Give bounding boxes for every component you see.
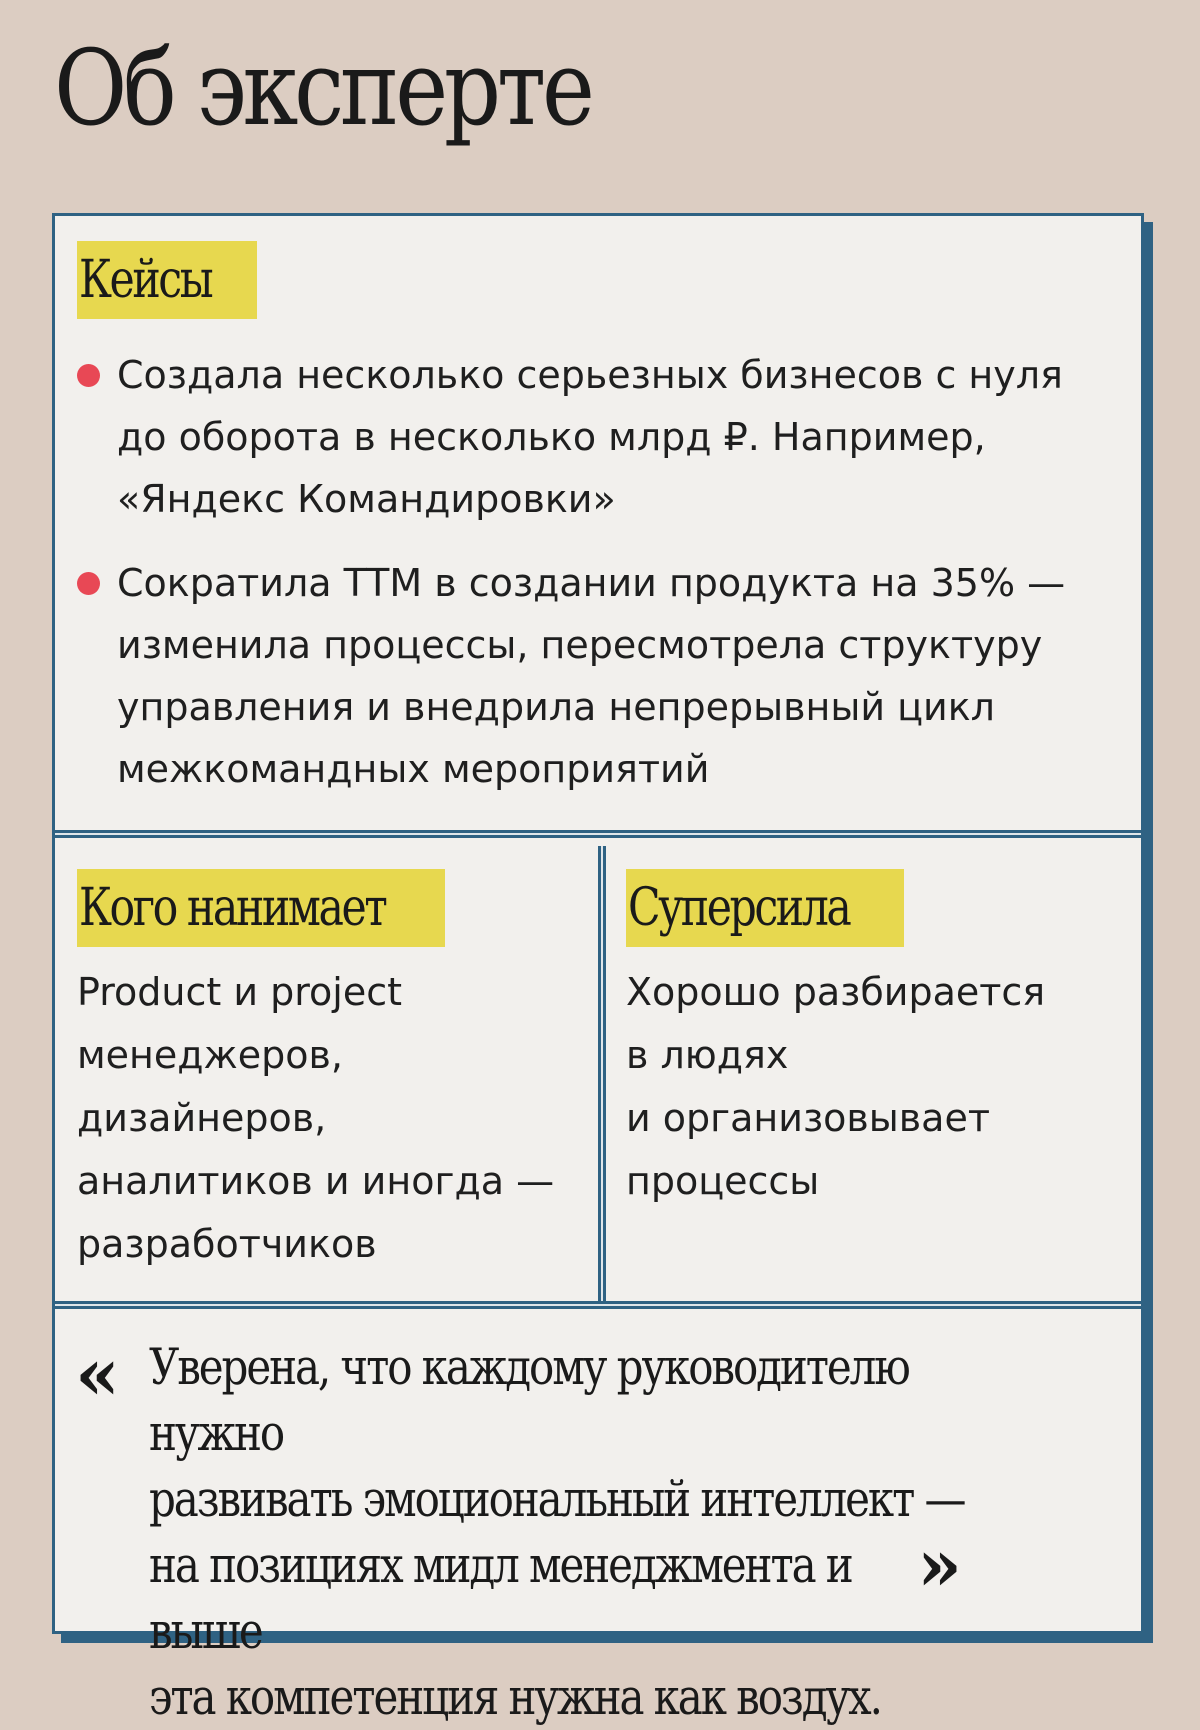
case-text: Создала несколько серьезных бизнесов с нуля до оборота в несколько млрд ₽. Например, «Яндекс Командировки» xyxy=(117,353,1063,521)
case-text: Сократила TTM в создании продукта на 35% — изменила процессы, пересмотрела структуру управления и внедрила непрерывный цикл межкомандных мероприятий xyxy=(117,561,1066,791)
bullet-dot-icon xyxy=(77,364,100,387)
hiring-label-highlight xyxy=(77,869,445,947)
superpower-text: Хорошо разбирается в людях и организовывает процессы xyxy=(626,970,1046,1203)
bullet-dot-icon xyxy=(77,572,100,595)
list-item xyxy=(77,344,1117,530)
column-divider xyxy=(598,846,606,1304)
list-item xyxy=(77,552,1117,800)
open-quote-icon: « xyxy=(75,1331,120,1416)
divider xyxy=(55,1301,1141,1309)
cases-label: Кейсы xyxy=(79,250,212,310)
divider xyxy=(55,830,1141,838)
hiring-label: Кого нанимает xyxy=(79,878,386,938)
page-title: Об эксперте xyxy=(54,27,591,149)
superpower-label: Суперсила xyxy=(628,878,850,938)
cases-list xyxy=(77,344,1117,822)
close-quote-icon: » xyxy=(917,1522,962,1607)
superpower-label-highlight xyxy=(626,869,904,947)
quote-text: Уверена, что каждому руководителю нужно развивать эмоциональный интеллект — на позициях мидл менеджмента и выше эта компетенция нужна как воздух. xyxy=(149,1338,965,1726)
hiring-text: Product и project менеджеров, дизайнеров, аналитиков и иногда — разработчиков xyxy=(77,970,555,1266)
expert-card xyxy=(52,213,1144,1726)
cases-label-highlight xyxy=(77,241,257,319)
